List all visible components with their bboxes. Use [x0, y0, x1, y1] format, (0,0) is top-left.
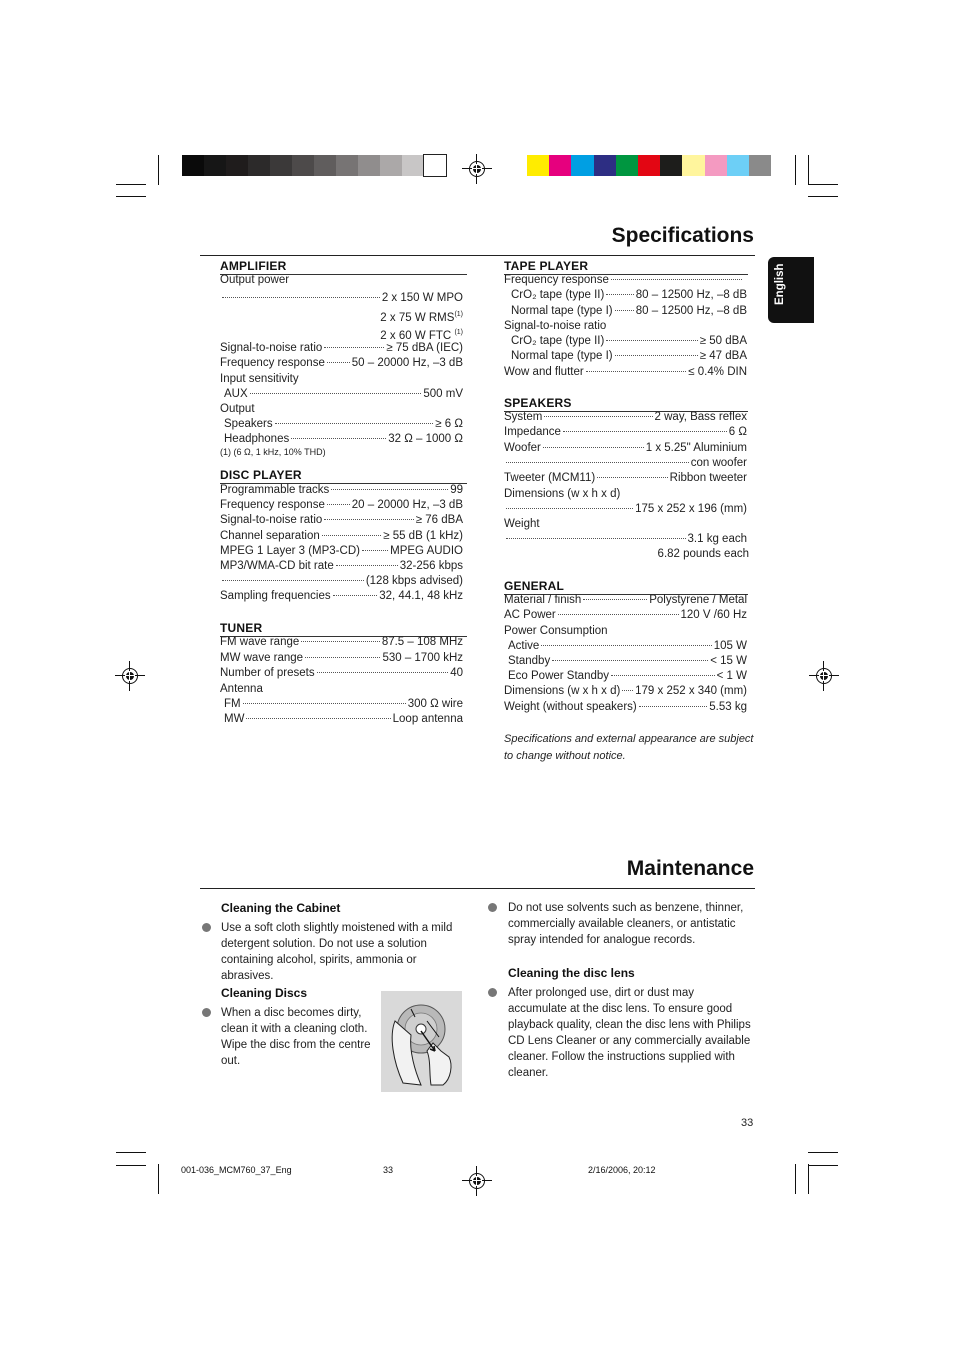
hand-wiping-disc-icon [381, 991, 462, 1092]
spec-row [220, 529, 463, 544]
color-swatch [402, 155, 424, 176]
color-swatch [292, 155, 314, 176]
color-swatch [527, 155, 549, 176]
spec-row [220, 513, 463, 528]
footer-file-name: 001-036_MCM760_37_Eng [181, 1165, 292, 1175]
spec-label: Dimensions (w x h x d) [504, 488, 621, 500]
spec-label: Channel separation [220, 530, 320, 542]
spec-label: Wow and flutter [504, 366, 584, 378]
spec-row [504, 273, 744, 288]
general-heading: GENERAL [504, 579, 565, 593]
spec-value: 6.82 pounds each [657, 548, 749, 560]
spec-row [504, 425, 747, 440]
spec-label: Signal-to-noise ratio [504, 320, 607, 332]
spec-value: 99 [450, 484, 463, 496]
spec-value: con woofer [690, 457, 747, 469]
spec-value: 2 x 150 W MPO [381, 292, 463, 304]
spec-label: Dimensions (w x h x d) [504, 685, 621, 697]
spec-row [224, 697, 463, 712]
spec-row [220, 589, 463, 604]
spec-row [508, 639, 747, 654]
spec-value: 1 x 5.25" Aluminium [645, 442, 747, 454]
spec-value: 32, 44.1, 48 kHz [379, 590, 463, 602]
spec-value [220, 307, 463, 326]
color-swatch [182, 155, 204, 176]
spec-label: Power Consumption [504, 625, 608, 637]
registration-mark-icon [119, 665, 141, 687]
color-swatch [727, 155, 749, 176]
spec-label: System [504, 411, 543, 423]
spec-value: 87.5 – 108 MHz [381, 636, 463, 648]
spec-row [504, 608, 747, 623]
spec-value: 500 mV [423, 388, 463, 400]
spec-row [511, 334, 747, 349]
spec-label: Output [220, 403, 255, 415]
spec-row [220, 666, 463, 681]
title-rule [200, 255, 755, 256]
spec-value: 3.1 kg each [687, 533, 747, 545]
color-swatch [594, 155, 616, 176]
spec-label: MPEG 1 Layer 3 (MP3-CD) [220, 545, 360, 557]
spec-label: Signal-to-noise ratio [220, 342, 323, 354]
spec-value: < 15 W [710, 655, 747, 667]
spec-label: Impedance [504, 426, 561, 438]
registration-mark-icon [466, 158, 488, 180]
lens-text: After prolonged use, dirt or dust may accumulate at the disc lens. To ensure good playback quality, clean the disc lens with Philips CD Lens Cleaner or any commercially available cleaner. Follow the instructions supplied with cleaner. [508, 987, 751, 1079]
spec-label: Headphones [224, 433, 290, 445]
spec-value: Ribbon tweeter [669, 472, 747, 484]
bullet-icon [202, 1008, 211, 1017]
spec-label: Programmable tracks [220, 484, 330, 496]
spec-row [224, 712, 463, 727]
spec-label: CrO₂ tape (type II) [511, 335, 605, 347]
discs-text: When a disc becomes dirty, clean it with a cleaning cloth. Wipe the disc from the centre out. [221, 1007, 371, 1067]
spec-row [504, 502, 747, 517]
disc-cleaning-illustration [381, 991, 462, 1092]
spec-value: ≥ 50 dBA [699, 335, 747, 347]
spec-label: FM wave range [220, 636, 300, 648]
spec-label: Woofer [504, 442, 541, 454]
bullet-icon [488, 988, 497, 997]
spec-value: 120 V /60 Hz [680, 609, 747, 621]
spec-label: Material / finish [504, 594, 582, 606]
color-swatch [358, 155, 380, 176]
spec-value: Polystyrene / Metal [649, 594, 747, 606]
spec-value: 2 x 60 W FTC [380, 329, 452, 342]
spec-row [220, 635, 463, 650]
spec-label: Standby [508, 655, 551, 667]
color-swatch [638, 155, 660, 176]
color-swatch [226, 155, 248, 176]
footnote: (1) (6 Ω, 1 kHz, 10% THD) [220, 447, 326, 457]
color-swatch [616, 155, 638, 176]
spec-label: Sampling frequencies [220, 590, 331, 602]
registration-mark-icon [466, 1170, 488, 1192]
spec-row [220, 341, 463, 356]
spec-value: Loop antenna [392, 713, 463, 725]
spec-label: Antenna [220, 683, 263, 695]
spec-label: FM [224, 698, 241, 710]
solvents-text: Do not use solvents such as benzene, thinner, commercially available cleaners, or antistatic spray intended for analogue records. [508, 902, 744, 946]
spec-row [220, 651, 463, 666]
spec-row [511, 288, 747, 303]
color-swatch [314, 155, 336, 176]
spec-label: Normal tape (type I) [511, 305, 613, 317]
color-swatch [336, 155, 358, 176]
spec-row [504, 456, 747, 471]
spec-label: Output power [220, 274, 290, 286]
spec-label: Number of presets [220, 667, 315, 679]
spec-row [508, 669, 747, 684]
cabinet-text: Use a soft cloth slightly moistened with a mild detergent solution. Do not use a solution containing alcohol, spirits, ammonia or abrasives. [221, 922, 453, 982]
spec-value: 530 – 1700 kHz [382, 652, 463, 664]
spec-row [220, 356, 463, 371]
cleaning-cabinet-heading: Cleaning the Cabinet [221, 901, 341, 915]
speakers-heading: SPEAKERS [504, 396, 572, 410]
footer-page: 33 [383, 1165, 394, 1175]
spec-label: Input sensitivity [220, 373, 299, 385]
spec-value: ≥ 75 dBA (IEC) [386, 342, 463, 354]
spec-label: CrO₂ tape (type II) [511, 289, 605, 301]
color-swatch [682, 155, 704, 176]
spec-value: 2 way, Bass reflex [654, 411, 747, 423]
page-number: 33 [741, 1117, 754, 1129]
color-swatch [204, 155, 226, 176]
spec-label: Active [508, 640, 540, 652]
color-swatch [248, 155, 270, 176]
spec-value: (128 kbps advised) [365, 575, 463, 587]
spec-label: Frequency response [220, 357, 325, 369]
registration-mark-icon [813, 665, 835, 687]
spec-row [511, 349, 747, 364]
color-swatch [571, 155, 593, 176]
spec-row [504, 365, 747, 380]
spec-value: ≥ 6 Ω [435, 418, 463, 430]
spec-row [504, 593, 747, 608]
spec-value: 32-256 kbps [399, 560, 463, 572]
tuner-heading: TUNER [220, 621, 263, 635]
change-notice: Specifications and external appearance are subject to change without notice. [504, 733, 754, 762]
bullet-icon [202, 923, 211, 932]
spec-row [224, 432, 463, 447]
amplifier-heading: AMPLIFIER [220, 259, 287, 273]
bullet-icon [488, 903, 497, 912]
page-title: Specifications [611, 224, 754, 247]
footnote-ref: (1) [454, 329, 463, 336]
color-swatch [424, 155, 446, 176]
spec-row [224, 417, 463, 432]
spec-value: 105 W [713, 640, 747, 652]
cleaning-lens-heading: Cleaning the disc lens [508, 966, 635, 980]
color-swatch [380, 155, 402, 176]
spec-value: 175 x 252 x 196 (mm) [635, 503, 747, 515]
spec-value: 179 x 252 x 340 (mm) [635, 685, 747, 697]
spec-row [220, 291, 463, 306]
spec-label: Normal tape (type I) [511, 350, 613, 362]
spec-label: MW [224, 713, 245, 725]
spec-value: 80 – 12500 Hz, –8 dB [635, 289, 747, 301]
color-swatch [705, 155, 727, 176]
spec-label: Weight (without speakers) [504, 701, 637, 713]
spec-label: Tweeter (MCM11) [504, 472, 596, 484]
spec-value: 5.53 kg [709, 701, 747, 713]
maintenance-title: Maintenance [626, 857, 754, 880]
spec-value: ≥ 55 dB (1 kHz) [383, 530, 463, 542]
color-swatch [749, 155, 771, 176]
color-swatch [270, 155, 292, 176]
spec-value: 32 Ω – 1000 Ω [388, 433, 463, 445]
color-swatch [549, 155, 571, 176]
spec-value: ≤ 0.4% DIN [688, 366, 747, 378]
spec-row [504, 471, 747, 486]
spec-label: AUX [224, 388, 248, 400]
spec-label: Speakers [224, 418, 273, 430]
spec-row [220, 498, 463, 513]
spec-value: 80 – 12500 Hz, –8 dB [635, 305, 747, 317]
spec-value: ≥ 47 dBA [699, 350, 747, 362]
spec-label: MP3/WMA-CD bit rate [220, 560, 334, 572]
spec-row [504, 684, 747, 699]
spec-row [220, 544, 463, 559]
spec-label: MW wave range [220, 652, 304, 664]
spec-value: 2 x 75 W RMS [380, 311, 455, 324]
spec-value: < 1 W [716, 670, 747, 682]
spec-value: 300 Ω wire [407, 698, 463, 710]
spec-row [220, 483, 463, 498]
title-rule [200, 888, 755, 889]
footer-date: 2/16/2006, 20:12 [588, 1165, 656, 1175]
language-tab-label: English [774, 263, 786, 305]
spec-label: Signal-to-noise ratio [220, 514, 323, 526]
spec-label: Frequency response [220, 499, 325, 511]
cleaning-discs-heading: Cleaning Discs [221, 986, 308, 1000]
spec-row [224, 387, 463, 402]
spec-row [511, 304, 747, 319]
spec-row [504, 700, 747, 715]
color-swatch [660, 155, 682, 176]
spec-label: Eco Power Standby [508, 670, 610, 682]
spec-label: Frequency response [504, 274, 609, 286]
spec-value: 50 – 20000 Hz, –3 dB [351, 357, 463, 369]
spec-row [508, 654, 747, 669]
spec-value: MPEG AUDIO [390, 545, 463, 557]
spec-value: ≥ 76 dBA [415, 514, 463, 526]
spec-row [504, 532, 747, 547]
tape-player-heading: TAPE PLAYER [504, 259, 589, 273]
spec-value: 6 Ω [728, 426, 747, 438]
language-tab [768, 257, 814, 323]
disc-player-heading: DISC PLAYER [220, 468, 302, 482]
spec-row [504, 441, 747, 456]
spec-label: AC Power [504, 609, 556, 621]
spec-value: 40 [450, 667, 463, 679]
spec-row [220, 574, 463, 589]
spec-row [220, 559, 463, 574]
footnote-ref: (1) [454, 311, 463, 318]
spec-label: Weight [504, 518, 540, 530]
spec-row [504, 410, 747, 425]
spec-value: 20 – 20000 Hz, –3 dB [351, 499, 463, 511]
